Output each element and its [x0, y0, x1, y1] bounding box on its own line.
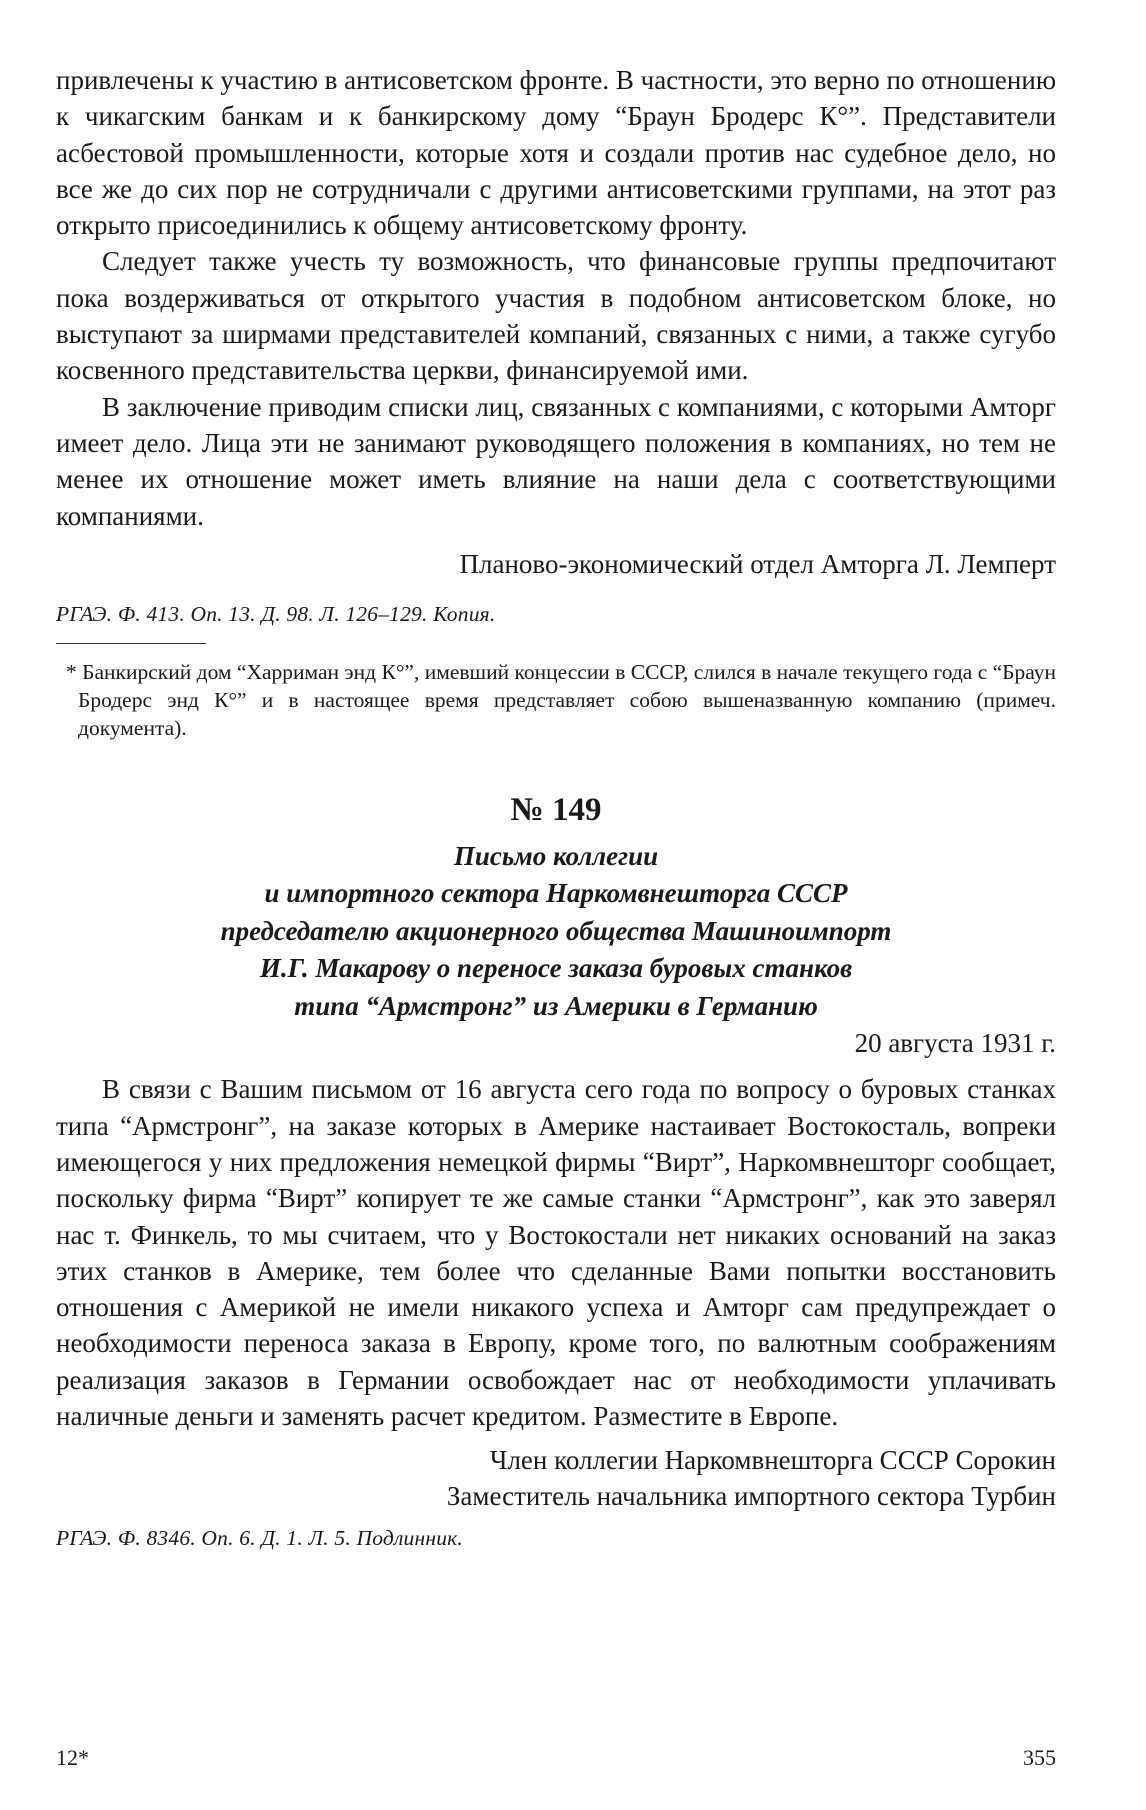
signer-line-2: Заместитель начальника импортного сектора Турбин: [446, 1481, 1056, 1512]
document-text: В связи с Вашим письмом от 16 августа сего года по вопросу о буровых станках типа “Армстронг”, на заказе которых в Америке настаивает Востокосталь, вопреки имеющегося у них предложения немецкой фирмы “Вирт”, Наркомвнешторг сообщает, поскольку фирма “Вирт” копирует те же самые станки “Армстронг”, как это заверял нас т. Финкель, то мы считаем, что у Востокостали нет никаких оснований на заказ этих станков в Америке, тем более что сделанные Вами попытки восстановить отношения с Америкой не имели никакого успеха и Амторг сам предупреждает о необходимости переноса заказа в Европу, кроме того, по валютным соображениям реализация заказов в Германии освобождает нас от необходимости уплачивать наличные деньги и заменять расчет кредитом. Разместите в Европе.: [56, 1074, 1056, 1432]
signature-line-1: Планово-экономический отдел Амторга Л. Лемперт: [459, 548, 1056, 579]
document-title-line: Письмо коллегии: [453, 840, 659, 871]
document-title: [56, 838, 1056, 1026]
body-paragraph-3: В заключение приводим списки лиц, связанных с компаниями, с которыми Амторг имеет дело. Лица эти не занимают руководящего положения в компаниях, но тем не менее их отношение может иметь влияние на наши дела с соответствующими компаниями.: [56, 391, 1056, 531]
document-title-line: председателю акционерного общества Машиноимпорт: [220, 915, 892, 946]
page-content: [56, 62, 1056, 1551]
document-title-line: и импортного сектора Наркомвнешторга СССР: [264, 878, 848, 909]
body-paragraph-1: привлечены к участию в антисоветском фронте. В частности, это верно по отношению к чикагским банкам и к банкирскому дому “Браун Бродерс К°”. Представители асбестовой промышленности, которые хотя и создали против нас судебное дело, но все же до сих пор не сотрудничали с другими антисоветскими группами, на этот раз открыто присоединились к общему антисоветскому фронту.: [56, 65, 1056, 241]
archival-source-2: РГАЭ. Ф. 8346. Оп. 6. Д. 1. Л. 5. Подлинник.: [56, 1526, 464, 1551]
footnote-text: * Банкирский дом “Харриман энд К°”, имевший концессии в СССР, слился в начале текущего года с “Браун Бродерс энд К°” и в настоящее время представляет собою вышеназванную компанию (примеч. документа).: [66, 659, 1056, 740]
document-date: 20 августа 1931 г.: [854, 1028, 1056, 1059]
page-number: 355: [1023, 1745, 1056, 1770]
document-title-line: типа “Армстронг” из Америки в Германию: [294, 990, 818, 1021]
document-number: № 149: [510, 791, 602, 828]
archival-source-1: РГАЭ. Ф. 413. Оп. 13. Д. 98. Л. 126–129. Копия.: [56, 601, 496, 626]
footnote: [56, 658, 1056, 742]
body-paragraph-2: Следует также учесть ту возможность, что финансовые группы предпочитают пока воздерживаться от открытого участия в подобном антисоветском блоке, но выступают за ширмами представителей компаний, связанных с ними, а также сугубо косвенного представительства церкви, финансируемой ими.: [56, 246, 1056, 386]
footnote-divider: [56, 643, 206, 644]
signature-mark: 12*: [56, 1745, 89, 1770]
signer-line-1: Член коллегии Наркомвнешторга СССР Сорокин: [489, 1445, 1056, 1476]
document-title-line: И.Г. Макарову о переносе заказа буровых станков: [259, 953, 853, 984]
